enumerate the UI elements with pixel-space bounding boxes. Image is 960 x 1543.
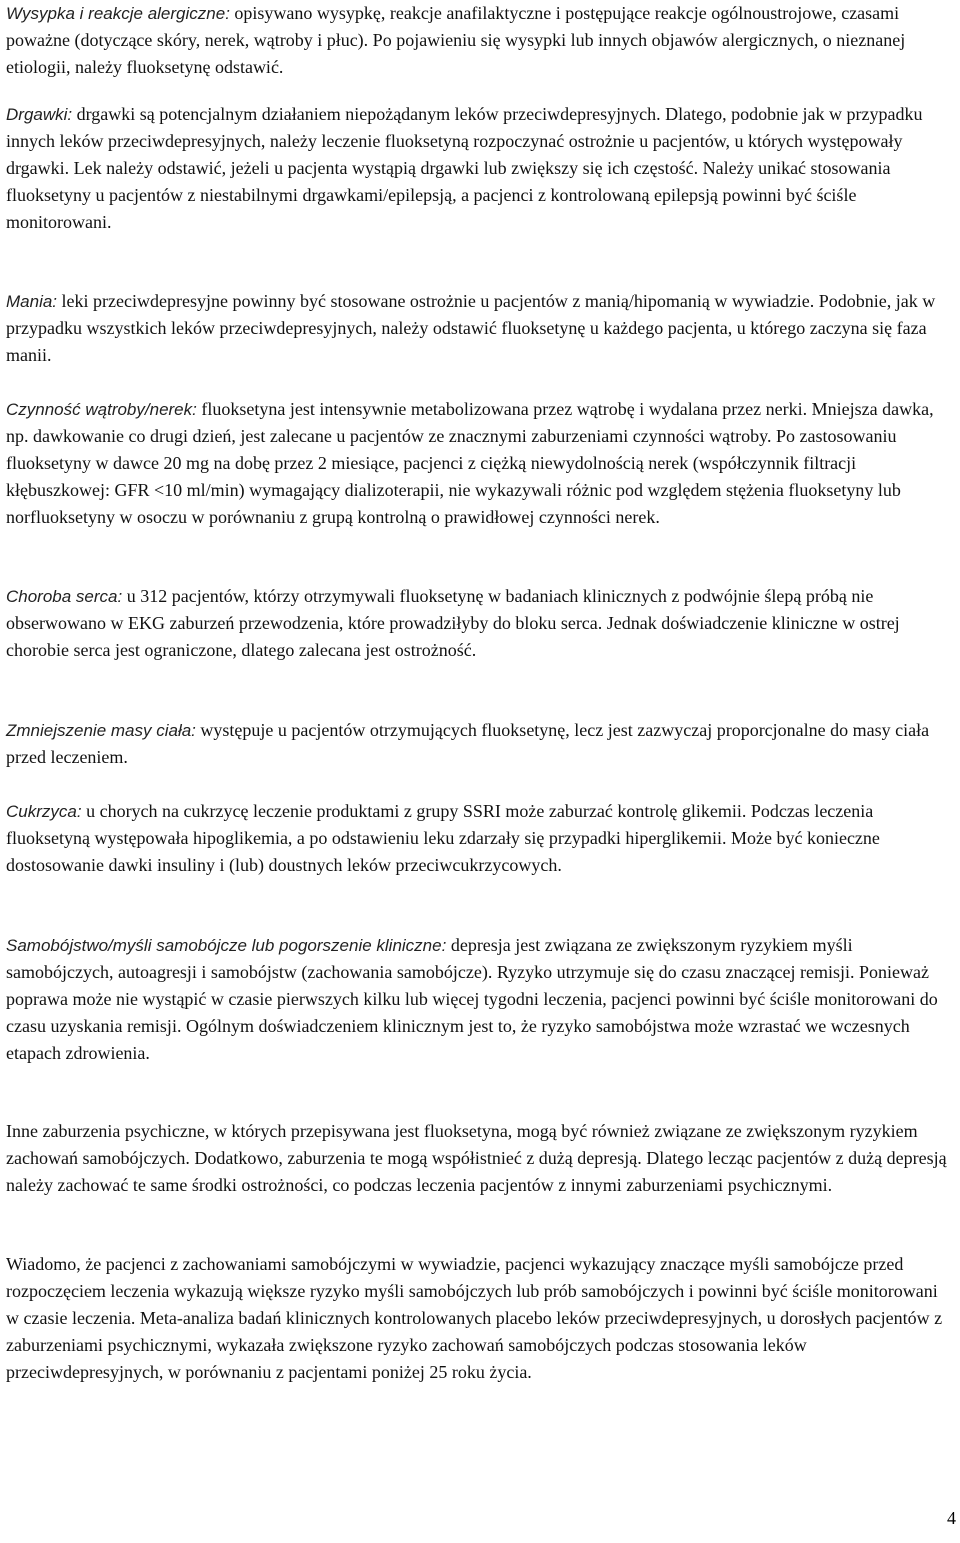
paragraph-text: drgawki są potencjalnym działaniem niepożądanym leków przeciwdepresyjnych. Dlatego, podobnie jak w przypadku innych leków przeciwdepresyjnych, należy leczenie fluoksetyną rozpoczynać ostrożnie u pacjentów, u których występowały drgawki. Lek należy odstawić, jeżeli u pacjenta wystąpią drgawki lub zwiększy się ich częstość. Należy unikać stosowania fluoksetyny u pacjentów z niestabilnymi drgawkami/epilepsją, a pacjenci z kontrolowaną epilepsją powinni być ściśle monitorowani. [6,104,923,232]
paragraph-suicidal-history [6,1251,954,1386]
paragraph-text: Wiadomo, że pacjenci z zachowaniami samobójczymi w wywiadzie, pacjenci wykazujący znaczące myśli samobójcze przed rozpoczęciem leczenia wykazują większe ryzyko myśli samobójczych lub prób samobójczych i powinni być ściśle monitorowani w czasie leczenia. Meta-analiza badań klinicznych kontrolowanych placebo leków przeciwdepresyjnych, u dorosłych pacjentów z zaburzeniami psychicznymi, wykazała zwiększone ryzyko zachowań samobójczych podczas stosowania leków przeciwdepresyjnych, w porównaniu z pacjentami poniżej 25 roku życia. [6,1254,943,1382]
paragraph-heading: Czynność wątroby/nerek: [6,400,197,419]
paragraph-heading: Drgawki: [6,105,73,124]
paragraph-heading: Choroba serca: [6,587,123,606]
paragraph-liver-kidney [6,396,954,531]
paragraph-text: leki przeciwdepresyjne powinny być stosowane ostrożnie u pacjentów z manią/hipomanią w wywiadzie. Podobnie, jak w przypadku wszystkich leków przeciwdepresyjnych, należy odstawić fluoksetynę u każdego pacjenta, u którego zaczyna się faza manii. [6,291,936,365]
paragraph-text: fluoksetyna jest intensywnie metabolizowana przez wątrobę i wydalana przez nerki. Mniejsza dawka, np. dawkowanie co drugi dzień, jest zalecane u pacjentów ze znacznymi zaburzeniami czynności wątroby. Po zastosowaniu fluoksetyny w dawce 20 mg na dobę przez 2 miesiące, pacjenci z ciężką niewydolnością nerek (współczynnik filtracji kłębuszkowej: GFR <10 ml/min) wymagający dializoterapii, nie wykazywali różnic pod względem stężenia fluoksetyny lub norfluoksetyny w osoczu w porównaniu z grupą kontrolną o prawidłowej czynności nerek. [6,399,934,527]
paragraph-heart-disease [6,583,954,664]
paragraph-other-disorders [6,1118,954,1199]
paragraph-diabetes [6,798,954,879]
paragraph-text: Inne zaburzenia psychiczne, w których przepisywana jest fluoksetyna, mogą być również związane ze zwiększonym ryzykiem zachowań samobójczych. Dodatkowo, zaburzenia te mogą współistnieć z dużą depresją. Dlatego lecząc pacjentów z dużą depresją należy zachować te same środki ostrożności, co podczas leczenia pacjentów z innymi zaburzeniami psychicznymi. [6,1121,947,1195]
paragraph-text: opisywano wysypkę, reakcje anafilaktyczne i postępujące reakcje ogólnoustrojowe, czasami poważne (dotyczące skóry, nerek, wątroby i płuc). Po pojawieniu się wysypki lub innych objawów alergicznych, o nieznanej etiologii, należy fluoksetynę odstawić. [6,3,906,77]
paragraph-text: u 312 pacjentów, którzy otrzymywali fluoksetynę w badaniach klinicznych z podwójnie ślepą próbą nie obserwowano w EKG zaburzeń przewodzenia, które prowadziłyby do bloku serca. Jednak doświadczenie kliniczne w ostrej chorobie serca jest ograniczone, dlatego zalecana jest ostrożność. [6,586,900,660]
paragraph-text: występuje u pacjentów otrzymujących fluoksetynę, lecz jest zazwyczaj proporcjonalne do masy ciała przed leczeniem. [6,720,930,767]
paragraph-mania [6,288,954,369]
paragraph-heading: Wysypka i reakcje alergiczne: [6,4,230,23]
paragraph-heading: Zmniejszenie masy ciała: [6,721,196,740]
paragraph-suicide [6,932,954,1067]
paragraph-heading: Samobójstwo/myśli samobójcze lub pogorszenie kliniczne: [6,936,447,955]
paragraph-text: u chorych na cukrzycę leczenie produktami z grupy SSRI może zaburzać kontrolę glikemii. Podczas leczenia fluoksetyną występowała hipoglikemia, a po odstawieniu leku zdarzały się przypadki hiperglikemii. Może być konieczne dostosowanie dawki insuliny i (lub) doustnych leków przeciwcukrzycowych. [6,801,880,875]
paragraph-weight-loss [6,717,954,771]
paragraph-allergic-reactions [6,0,954,81]
paragraph-seizures [6,101,954,236]
page-number: 4 [947,1508,956,1528]
paragraph-text: depresja jest związana ze zwiększonym ryzykiem myśli samobójczych, autoagresji i samobójstw (zachowania samobójcze). Ryzyko utrzymuje się do czasu znaczącej remisji. Ponieważ poprawa może nie wystąpić w czasie pierwszych kilku lub więcej tygodni leczenia, pacjenci powinni być ściśle monitorowani do czasu uzyskania remisji. Ogólnym doświadczeniem klinicznym jest to, że ryzyko samobójstwa może wzrastać we wczesnych etapach zdrowienia. [6,935,938,1063]
paragraph-heading: Mania: [6,292,58,311]
document-page [6,0,954,1543]
paragraph-heading: Cukrzyca: [6,802,82,821]
